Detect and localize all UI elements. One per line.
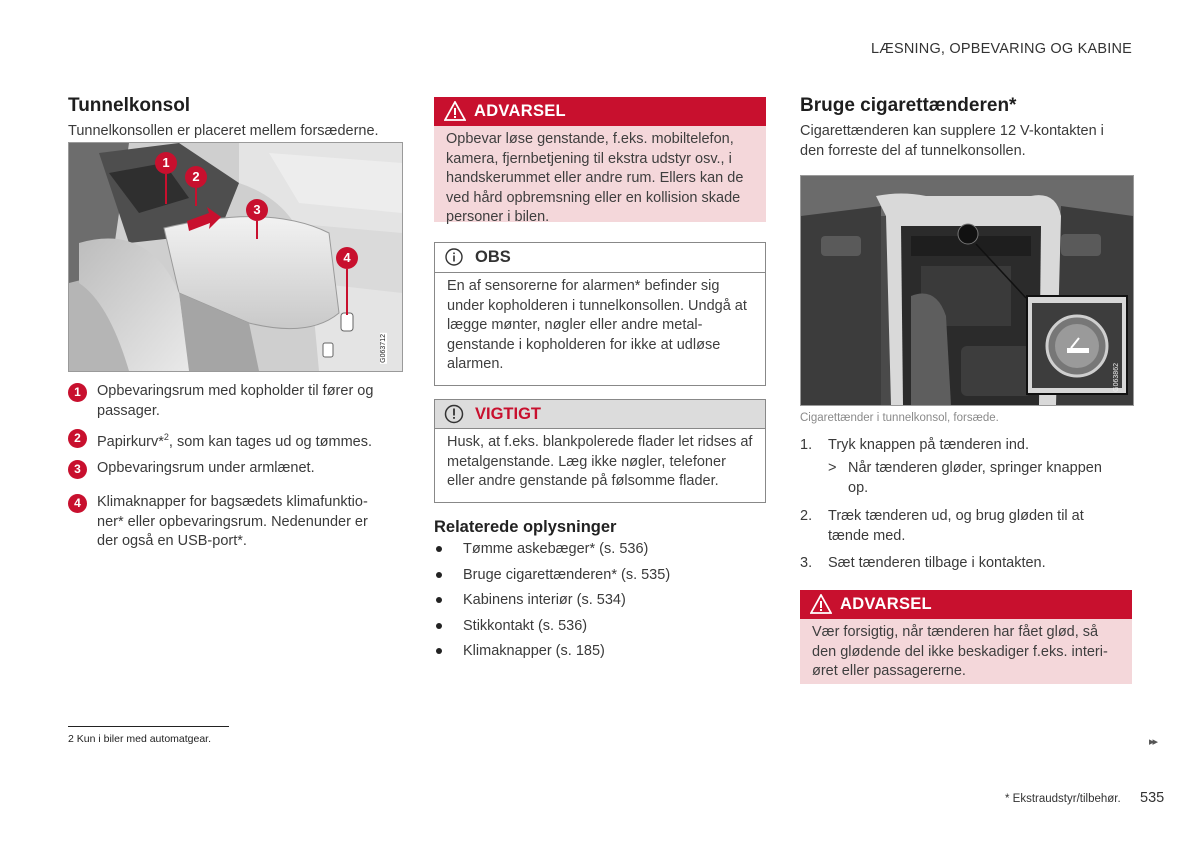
related-link[interactable]: Bruge cigarettænderen* (s. 535)	[434, 565, 670, 591]
bullet-icon	[436, 546, 442, 552]
related-link[interactable]: Kabinens interiør (s. 534)	[434, 590, 670, 616]
note-text: En af sensorerne for alarmen* befinder sig under kopholderen i tunnelkonsollen. Undgå at lægge mønter, nøgler eller andre metal-genstande i kopholderen for ikke at udløse alarmen.	[434, 273, 766, 386]
section-title-cigarette-lighter: Bruge cigarettænderen*	[800, 95, 1017, 116]
warning-label: ADVARSEL	[840, 595, 932, 613]
figure-code: G063862	[1113, 363, 1120, 392]
warning-triangle-icon	[444, 101, 466, 121]
callout-4: 4	[336, 247, 358, 269]
related-link[interactable]: Tømme askebæger* (s. 536)	[434, 539, 670, 565]
callout-3-line	[256, 221, 258, 239]
footnote-divider	[68, 726, 229, 727]
callout-2-line	[195, 188, 197, 206]
note-header	[434, 242, 766, 273]
warning-box	[800, 590, 1132, 684]
legend-number: 1	[68, 383, 87, 402]
footnote-ref: 2	[163, 432, 169, 442]
step-text: Når tænderen gløder, springer knappen op.	[848, 460, 1102, 496]
note-box	[434, 242, 766, 386]
tunnel-console-figure	[68, 142, 403, 372]
legend-number: 4	[68, 494, 87, 513]
result-marker: >	[828, 460, 837, 476]
callout-4-line	[346, 269, 348, 315]
section-header: LÆSNING, OPBEVARING OG KABINE	[871, 41, 1132, 57]
cigarette-lighter-figure	[800, 175, 1134, 406]
legend-number: 2	[68, 429, 87, 448]
step-text: Træk tænderen ud, og brug gløden til at tænde med.	[828, 508, 1084, 544]
callout-2: 2	[185, 166, 207, 188]
note-label: OBS	[475, 248, 511, 266]
step-text: Sæt tænderen tilbage i kontakten.	[828, 555, 1046, 571]
legend-item-1	[68, 382, 398, 421]
legend-item-4	[68, 493, 398, 552]
step-2	[800, 506, 1132, 546]
bullet-icon	[436, 623, 442, 629]
warning-text: Vær forsigtig, når tænderen har fået glød, så den glødende del ikke beskadiger f.eks. interi-øret eller passagererne.	[800, 619, 1132, 684]
step-1	[800, 435, 1132, 455]
legend-item-3	[68, 459, 398, 479]
info-icon	[445, 248, 463, 266]
cigarette-lighter-illustration	[801, 176, 1133, 405]
step-text: Tryk knappen på tænderen ind.	[828, 437, 1029, 453]
legend-text: Klimaknapper for bagsædets klimafunktio-ner* eller opbevaringsrum. Nedenunder er der også en USB-port*.	[97, 494, 368, 549]
warning-box	[434, 97, 766, 225]
warning-label: ADVARSEL	[474, 102, 566, 120]
continue-arrow-icon: ▸▸	[1149, 736, 1157, 748]
figure-caption: Cigarettænder i tunnelkonsol, forsæde.	[800, 412, 999, 424]
related-info-list	[434, 539, 670, 667]
intro-text: Tunnelkonsollen er placeret mellem forsæderne.	[68, 123, 379, 139]
callout-1-line	[165, 174, 167, 204]
warning-header	[434, 97, 766, 126]
step-number: 3.	[800, 555, 813, 571]
accessory-note: * Ekstraudstyr/tilbehør.	[1005, 793, 1121, 805]
important-text: Husk, at f.eks. blankpolerede flader let ridses af metalgenstande. Læg ikke nøgler, telefoner eller andre genstande på følsomme flader.	[434, 429, 766, 503]
bullet-icon	[436, 648, 442, 654]
legend-text: Papirkurv*$^2$, som kan tages ud og tømmes.	[97, 432, 372, 450]
important-header	[434, 399, 766, 429]
related-info-title: Relaterede oplysninger	[434, 518, 617, 536]
footnote: 2 Kun i biler med automatgear.	[68, 733, 212, 745]
step-1-result	[828, 458, 1132, 498]
warning-header	[800, 590, 1132, 619]
legend-text: Opbevaringsrum med kopholder til fører og passager.	[97, 383, 374, 419]
callout-3: 3	[246, 199, 268, 221]
step-number: 1.	[800, 437, 813, 453]
exclamation-icon	[444, 404, 464, 424]
important-label: VIGTIGT	[475, 405, 541, 423]
section-title-tunnelkonsol: Tunnelkonsol	[68, 95, 191, 116]
intro-text: Cigarettænderen kan supplere 12 V-kontakten i den forreste del af tunnelkonsollen.	[800, 123, 1104, 159]
figure-code: G063712	[380, 334, 387, 363]
step-number: 2.	[800, 508, 813, 524]
step-3	[800, 553, 1132, 573]
related-link[interactable]: Klimaknapper (s. 185)	[434, 641, 670, 667]
legend-number: 3	[68, 460, 87, 479]
warning-text: Opbevar løse genstande, f.eks. mobiltelefon, kamera, fjernbetjening til ekstra udstyr osv., i handskerummet eller andre rum. Ellers kan de ved hård opbremsning eller en kollision skade personer i bilen.	[434, 126, 766, 222]
important-box	[434, 399, 766, 503]
page-number: 535	[1140, 790, 1165, 806]
legend-item-2	[68, 428, 398, 452]
bullet-icon	[436, 597, 442, 603]
bullet-icon	[436, 572, 442, 578]
callout-1: 1	[155, 152, 177, 174]
related-link[interactable]: Stikkontakt (s. 536)	[434, 616, 670, 642]
legend-text: Opbevaringsrum under armlænet.	[97, 460, 315, 476]
warning-triangle-icon	[810, 594, 832, 614]
